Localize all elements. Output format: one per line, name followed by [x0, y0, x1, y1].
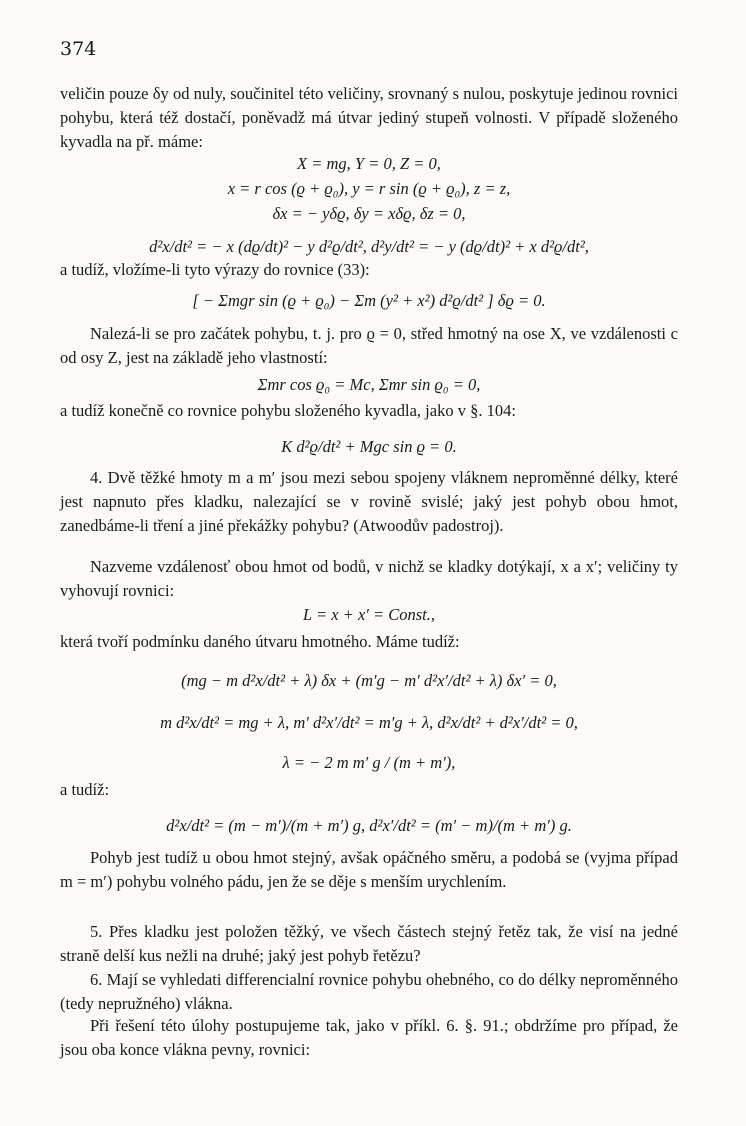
equation-coordinates: x = r cos (ϱ + ϱ₀), y = r sin (ϱ + ϱ₀), z = z, — [227, 179, 511, 198]
text-line-2: a tudíž, vložíme-li tyto výrazy do rovnice (33): — [60, 260, 370, 279]
paragraph-9: Pohyb jest tudíž u obou hmot stejný, avšak opáčného směru, a podobá se (vyjma případ m = m′) pohybu volného pádu, jen že se děje s menším urychlením. — [60, 848, 678, 891]
equation-center-mass: Σmr cos ϱ₀ = Mc, Σmr sin ϱ₀ = 0, — [257, 375, 481, 394]
paragraph-problem-6: 6. Mají se vyhledati differencialní rovnice pohybu ohebného, co do délky neproměnného (tedy nepružného) vlákna. — [60, 970, 678, 1013]
page-number: 374 — [60, 38, 97, 60]
equation-constraint: L = x + x′ = Const., — [302, 605, 436, 624]
paragraph-problem-5: 5. Přes kladku jest položen těžký, ve všech částech stejný řetěz tak, že visí na jedné straně delší kus nežli na druhé; jaký jest pohyb řetězu? — [60, 922, 678, 965]
equation-pendulum-motion: K d²ϱ/dt² + Mgc sin ϱ = 0. — [281, 437, 457, 456]
paragraph-6: Nazveme vzdálenosť obou hmot od bodů, v nichž se kladky dotýkají, x a x′; veličiny ty vyhovují rovnici: — [60, 557, 678, 600]
equation-motion-pair: m d²x/dt² = mg + λ, m′ d²x′/dt² = m′g + λ, d²x/dt² + d²x′/dt² = 0, — [160, 713, 578, 732]
paragraph-problem-4: 4. Dvě těžké hmoty m a m′ jsou mezi sebou spojeny vláknem neproměnné délky, které jest napnuto přes kladku, nalezající se v rovině svislé; jaký jest pohyb obou hmot, zanedbáme-li tření a jiné překážky pohybu? (Atwoodův padostroj). — [60, 468, 678, 535]
equation-forces: X = mg, Y = 0, Z = 0, — [297, 154, 441, 173]
paragraph-12: Při řešení této úlohy postupujeme tak, jako v příkl. 6. §. 91.; obdržíme pro případ, že jsou oba konce vlákna pevny, rovnici: — [60, 1016, 678, 1059]
equation-accelerations: d²x/dt² = − x (dϱ/dt)² − y d²ϱ/dt², d²y/dt² = − y (dϱ/dt)² + x d²ϱ/dt², — [149, 237, 589, 256]
text-line-4: a tudíž konečně co rovnice pohybu složeného kyvadla, jako v §. 104: — [60, 401, 516, 420]
equation-virtual-work: (mg − m d²x/dt² + λ) δx + (m′g − m′ d²x′/dt² + λ) δx′ = 0, — [181, 671, 557, 690]
equation-accelerations-result: d²x/dt² = (m − m′)/(m + m′) g, d²x′/dt² = (m′ − m)/(m + m′) g. — [166, 816, 572, 835]
paragraph-3: Nalezá-li se pro začátek pohybu, t. j. pro ϱ = 0, střed hmotný na ose X, ve vzdálenosti c od osy Z, jest na základě jeho vlastností: — [60, 324, 678, 367]
text-line-7: která tvoří podmínku daného útvaru hmotného. Máme tudíž: — [60, 632, 460, 651]
equation-lambda: λ = − 2 m m′ g / (m + m′), — [282, 753, 456, 772]
equation-pendulum-general: [ − Σmgr sin (ϱ + ϱ₀) − Σm (y² + x²) d²ϱ/dt² ] δϱ = 0. — [192, 291, 546, 310]
paragraph-1: veličin pouze δy od nuly, součinitel této veličiny, srovnaný s nulou, poskytuje jedinou rovnici pohybu, která též dostačí, poněvadž má útvar jediný stupeň volnosti. V případě složeného kyvadla na př. máme: — [60, 84, 678, 151]
equation-variations: δx = − yδϱ, δy = xδϱ, δz = 0, — [272, 204, 466, 223]
text-line-8: a tudíž: — [60, 780, 110, 799]
